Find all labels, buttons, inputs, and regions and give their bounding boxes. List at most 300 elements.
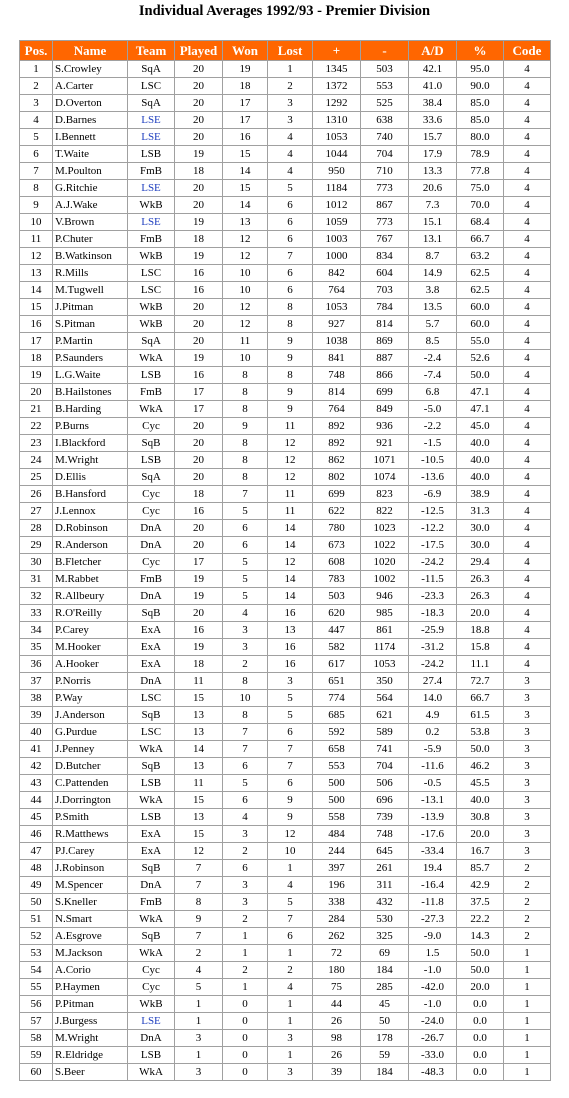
table-row (20, 78, 551, 95)
cell-plus: 72 (313, 945, 361, 962)
cell-plus: 75 (313, 979, 361, 996)
cell-percent: 50.0 (457, 945, 504, 962)
cell-ad: -5.9 (409, 741, 457, 758)
cell-plus: 98 (313, 1030, 361, 1047)
table-row (20, 180, 551, 197)
cell-minus: 936 (361, 418, 409, 435)
cell-minus: 1002 (361, 571, 409, 588)
cell-plus: 582 (313, 639, 361, 656)
table-row (20, 554, 551, 571)
table-row (20, 792, 551, 809)
cell-ad: 33.6 (409, 112, 457, 129)
cell-pos: 23 (20, 435, 53, 452)
cell-won: 8 (223, 435, 268, 452)
cell-minus: 45 (361, 996, 409, 1013)
cell-plus: 500 (313, 792, 361, 809)
cell-plus: 503 (313, 588, 361, 605)
cell-code: 4 (504, 486, 551, 503)
cell-percent: 40.0 (457, 792, 504, 809)
cell-pos: 1 (20, 61, 53, 78)
table-row (20, 231, 551, 248)
cell-percent: 90.0 (457, 78, 504, 95)
cell-name: J.Penney (53, 741, 128, 758)
table-row (20, 877, 551, 894)
cell-plus: 1012 (313, 197, 361, 214)
cell-lost: 9 (268, 809, 313, 826)
cell-team: WkA (128, 945, 175, 962)
cell-code: 4 (504, 520, 551, 537)
cell-team: Cyc (128, 554, 175, 571)
cell-won: 5 (223, 571, 268, 588)
cell-team: WkA (128, 911, 175, 928)
cell-won: 3 (223, 826, 268, 843)
cell-ad: -11.5 (409, 571, 457, 588)
column-header-percent: % (457, 41, 504, 61)
cell-ad: 20.6 (409, 180, 457, 197)
cell-name: N.Smart (53, 911, 128, 928)
cell-percent: 20.0 (457, 826, 504, 843)
cell-pos: 59 (20, 1047, 53, 1064)
cell-percent: 30.0 (457, 537, 504, 554)
cell-ad: -16.4 (409, 877, 457, 894)
cell-plus: 500 (313, 775, 361, 792)
cell-code: 1 (504, 996, 551, 1013)
cell-won: 1 (223, 928, 268, 945)
cell-minus: 849 (361, 401, 409, 418)
column-header-ad: A/D (409, 41, 457, 61)
cell-won: 10 (223, 350, 268, 367)
cell-name: M.Wright (53, 452, 128, 469)
cell-ad: -7.4 (409, 367, 457, 384)
cell-minus: 506 (361, 775, 409, 792)
cell-percent: 55.0 (457, 333, 504, 350)
cell-plus: 699 (313, 486, 361, 503)
cell-pos: 3 (20, 95, 53, 112)
cell-team: LSC (128, 282, 175, 299)
cell-plus: 39 (313, 1064, 361, 1081)
cell-minus: 50 (361, 1013, 409, 1030)
cell-team: LSB (128, 146, 175, 163)
cell-played: 9 (175, 911, 223, 928)
cell-name: P.Chuter (53, 231, 128, 248)
cell-code: 3 (504, 741, 551, 758)
cell-team: ExA (128, 656, 175, 673)
cell-played: 13 (175, 724, 223, 741)
cell-ad: 13.1 (409, 231, 457, 248)
cell-percent: 50.0 (457, 962, 504, 979)
cell-name: L.G.Waite (53, 367, 128, 384)
cell-code: 4 (504, 418, 551, 435)
cell-pos: 51 (20, 911, 53, 928)
cell-pos: 18 (20, 350, 53, 367)
table-row (20, 418, 551, 435)
cell-code: 1 (504, 1030, 551, 1047)
cell-name: J.Anderson (53, 707, 128, 724)
cell-minus: 921 (361, 435, 409, 452)
cell-won: 8 (223, 384, 268, 401)
table-row (20, 1013, 551, 1030)
cell-lost: 1 (268, 945, 313, 962)
cell-lost: 11 (268, 418, 313, 435)
column-header-name: Name (53, 41, 128, 61)
cell-name: P.Norris (53, 673, 128, 690)
cell-played: 16 (175, 282, 223, 299)
cell-team: WkB (128, 316, 175, 333)
cell-won: 0 (223, 1013, 268, 1030)
cell-percent: 26.3 (457, 571, 504, 588)
cell-ad: -2.2 (409, 418, 457, 435)
cell-played: 20 (175, 61, 223, 78)
cell-team: LSE (128, 214, 175, 231)
cell-pos: 56 (20, 996, 53, 1013)
cell-ad: 0.2 (409, 724, 457, 741)
cell-pos: 6 (20, 146, 53, 163)
cell-code: 4 (504, 197, 551, 214)
cell-lost: 5 (268, 690, 313, 707)
table-row (20, 962, 551, 979)
cell-played: 5 (175, 979, 223, 996)
cell-played: 20 (175, 333, 223, 350)
cell-code: 3 (504, 707, 551, 724)
cell-pos: 52 (20, 928, 53, 945)
cell-lost: 4 (268, 979, 313, 996)
cell-percent: 50.0 (457, 741, 504, 758)
cell-ad: -27.3 (409, 911, 457, 928)
cell-team: LSB (128, 452, 175, 469)
cell-plus: 748 (313, 367, 361, 384)
cell-team: LSB (128, 775, 175, 792)
cell-percent: 14.3 (457, 928, 504, 945)
cell-won: 3 (223, 894, 268, 911)
cell-ad: 38.4 (409, 95, 457, 112)
cell-lost: 1 (268, 1047, 313, 1064)
cell-played: 20 (175, 95, 223, 112)
cell-percent: 52.6 (457, 350, 504, 367)
cell-team: Cyc (128, 418, 175, 435)
cell-lost: 6 (268, 197, 313, 214)
cell-plus: 780 (313, 520, 361, 537)
cell-pos: 40 (20, 724, 53, 741)
cell-lost: 9 (268, 792, 313, 809)
cell-ad: -31.2 (409, 639, 457, 656)
cell-code: 2 (504, 860, 551, 877)
cell-minus: 604 (361, 265, 409, 282)
cell-code: 1 (504, 945, 551, 962)
cell-minus: 285 (361, 979, 409, 996)
table-body (20, 61, 551, 1081)
cell-code: 4 (504, 571, 551, 588)
cell-lost: 6 (268, 775, 313, 792)
cell-won: 6 (223, 860, 268, 877)
cell-name: G.Purdue (53, 724, 128, 741)
cell-ad: -33.0 (409, 1047, 457, 1064)
cell-played: 20 (175, 435, 223, 452)
cell-pos: 57 (20, 1013, 53, 1030)
cell-plus: 484 (313, 826, 361, 843)
cell-plus: 1000 (313, 248, 361, 265)
cell-pos: 12 (20, 248, 53, 265)
cell-lost: 11 (268, 503, 313, 520)
cell-ad: 17.9 (409, 146, 457, 163)
cell-won: 10 (223, 282, 268, 299)
cell-lost: 8 (268, 316, 313, 333)
cell-code: 4 (504, 452, 551, 469)
cell-won: 15 (223, 146, 268, 163)
cell-pos: 25 (20, 469, 53, 486)
cell-minus: 748 (361, 826, 409, 843)
table-row (20, 248, 551, 265)
cell-ad: -17.5 (409, 537, 457, 554)
table-row (20, 282, 551, 299)
cell-won: 4 (223, 605, 268, 622)
page-title: Individual Averages 1992/93 - Premier Division (138, 3, 431, 19)
cell-pos: 43 (20, 775, 53, 792)
cell-percent: 80.0 (457, 129, 504, 146)
cell-percent: 29.4 (457, 554, 504, 571)
cell-name: C.Pattenden (53, 775, 128, 792)
cell-won: 8 (223, 452, 268, 469)
cell-code: 3 (504, 673, 551, 690)
cell-won: 4 (223, 809, 268, 826)
cell-team: WkB (128, 299, 175, 316)
cell-percent: 40.0 (457, 452, 504, 469)
cell-percent: 63.2 (457, 248, 504, 265)
cell-plus: 447 (313, 622, 361, 639)
table-row (20, 214, 551, 231)
cell-won: 8 (223, 367, 268, 384)
cell-name: D.Overton (53, 95, 128, 112)
cell-played: 19 (175, 248, 223, 265)
cell-played: 20 (175, 520, 223, 537)
cell-pos: 17 (20, 333, 53, 350)
cell-name: A.Carter (53, 78, 128, 95)
cell-ad: 5.7 (409, 316, 457, 333)
cell-name: A.J.Wake (53, 197, 128, 214)
cell-code: 1 (504, 962, 551, 979)
cell-code: 1 (504, 1013, 551, 1030)
cell-played: 19 (175, 146, 223, 163)
cell-minus: 184 (361, 1064, 409, 1081)
cell-code: 3 (504, 758, 551, 775)
cell-lost: 8 (268, 299, 313, 316)
table-row (20, 639, 551, 656)
cell-plus: 651 (313, 673, 361, 690)
cell-ad: 19.4 (409, 860, 457, 877)
cell-played: 17 (175, 401, 223, 418)
cell-name: I.Blackford (53, 435, 128, 452)
cell-plus: 1053 (313, 299, 361, 316)
cell-won: 5 (223, 554, 268, 571)
cell-minus: 589 (361, 724, 409, 741)
cell-plus: 338 (313, 894, 361, 911)
cell-ad: 13.5 (409, 299, 457, 316)
cell-team: SqB (128, 435, 175, 452)
cell-won: 16 (223, 129, 268, 146)
cell-ad: -18.3 (409, 605, 457, 622)
cell-pos: 13 (20, 265, 53, 282)
table-row (20, 197, 551, 214)
cell-minus: 869 (361, 333, 409, 350)
cell-name: PJ.Carey (53, 843, 128, 860)
cell-lost: 1 (268, 996, 313, 1013)
cell-lost: 1 (268, 1013, 313, 1030)
cell-name: R.O'Reilly (53, 605, 128, 622)
column-header-code: Code (504, 41, 551, 61)
cell-team: DnA (128, 673, 175, 690)
cell-minus: 645 (361, 843, 409, 860)
cell-won: 2 (223, 656, 268, 673)
cell-won: 11 (223, 333, 268, 350)
cell-name: S.Crowley (53, 61, 128, 78)
cell-percent: 53.8 (457, 724, 504, 741)
cell-lost: 3 (268, 1064, 313, 1081)
table-row (20, 503, 551, 520)
cell-team: LSE (128, 1013, 175, 1030)
cell-pos: 48 (20, 860, 53, 877)
cell-pos: 32 (20, 588, 53, 605)
cell-lost: 6 (268, 724, 313, 741)
cell-team: ExA (128, 843, 175, 860)
table-row (20, 316, 551, 333)
cell-pos: 11 (20, 231, 53, 248)
cell-team: SqB (128, 758, 175, 775)
cell-team: LSE (128, 129, 175, 146)
cell-played: 15 (175, 690, 223, 707)
cell-plus: 892 (313, 435, 361, 452)
cell-played: 11 (175, 775, 223, 792)
cell-pos: 29 (20, 537, 53, 554)
cell-pos: 2 (20, 78, 53, 95)
cell-pos: 7 (20, 163, 53, 180)
cell-won: 3 (223, 639, 268, 656)
cell-team: WkB (128, 996, 175, 1013)
cell-team: LSE (128, 112, 175, 129)
cell-pos: 21 (20, 401, 53, 418)
cell-team: LSB (128, 367, 175, 384)
cell-plus: 764 (313, 282, 361, 299)
cell-minus: 861 (361, 622, 409, 639)
cell-lost: 6 (268, 265, 313, 282)
column-header-minus: - (361, 41, 409, 61)
cell-pos: 36 (20, 656, 53, 673)
cell-pos: 30 (20, 554, 53, 571)
cell-plus: 1003 (313, 231, 361, 248)
table-row (20, 435, 551, 452)
cell-minus: 178 (361, 1030, 409, 1047)
cell-team: FmB (128, 571, 175, 588)
cell-played: 20 (175, 537, 223, 554)
cell-team: LSB (128, 809, 175, 826)
cell-lost: 1 (268, 61, 313, 78)
cell-lost: 12 (268, 826, 313, 843)
cell-percent: 70.0 (457, 197, 504, 214)
cell-won: 0 (223, 1047, 268, 1064)
cell-lost: 9 (268, 333, 313, 350)
column-header-team: Team (128, 41, 175, 61)
cell-name: D.Barnes (53, 112, 128, 129)
cell-won: 1 (223, 979, 268, 996)
cell-percent: 66.7 (457, 231, 504, 248)
cell-plus: 802 (313, 469, 361, 486)
cell-ad: 1.5 (409, 945, 457, 962)
cell-played: 8 (175, 894, 223, 911)
cell-plus: 774 (313, 690, 361, 707)
cell-pos: 28 (20, 520, 53, 537)
cell-plus: 196 (313, 877, 361, 894)
cell-minus: 1174 (361, 639, 409, 656)
cell-lost: 9 (268, 384, 313, 401)
cell-pos: 46 (20, 826, 53, 843)
cell-minus: 1022 (361, 537, 409, 554)
cell-percent: 47.1 (457, 401, 504, 418)
cell-minus: 69 (361, 945, 409, 962)
cell-ad: 8.7 (409, 248, 457, 265)
cell-played: 15 (175, 826, 223, 843)
cell-won: 14 (223, 197, 268, 214)
cell-won: 5 (223, 775, 268, 792)
table-row (20, 775, 551, 792)
cell-percent: 11.1 (457, 656, 504, 673)
cell-minus: 704 (361, 146, 409, 163)
cell-percent: 78.9 (457, 146, 504, 163)
table-row (20, 809, 551, 826)
cell-won: 6 (223, 537, 268, 554)
cell-ad: -1.5 (409, 435, 457, 452)
cell-won: 8 (223, 401, 268, 418)
cell-minus: 325 (361, 928, 409, 945)
cell-plus: 1044 (313, 146, 361, 163)
cell-pos: 26 (20, 486, 53, 503)
table-row (20, 333, 551, 350)
cell-code: 2 (504, 928, 551, 945)
cell-minus: 703 (361, 282, 409, 299)
cell-team: FmB (128, 384, 175, 401)
table-row (20, 452, 551, 469)
cell-team: WkB (128, 248, 175, 265)
cell-ad: 13.3 (409, 163, 457, 180)
table-row (20, 894, 551, 911)
cell-plus: 842 (313, 265, 361, 282)
table-row (20, 605, 551, 622)
cell-lost: 5 (268, 894, 313, 911)
cell-pos: 37 (20, 673, 53, 690)
cell-team: Cyc (128, 486, 175, 503)
cell-ad: -12.5 (409, 503, 457, 520)
cell-won: 17 (223, 95, 268, 112)
cell-code: 4 (504, 78, 551, 95)
cell-plus: 814 (313, 384, 361, 401)
cell-percent: 50.0 (457, 367, 504, 384)
cell-won: 10 (223, 265, 268, 282)
cell-pos: 54 (20, 962, 53, 979)
cell-percent: 38.9 (457, 486, 504, 503)
cell-name: J.Robinson (53, 860, 128, 877)
cell-team: WkA (128, 350, 175, 367)
table-row (20, 571, 551, 588)
cell-lost: 14 (268, 520, 313, 537)
cell-ad: -24.0 (409, 1013, 457, 1030)
cell-team: Cyc (128, 979, 175, 996)
cell-percent: 47.1 (457, 384, 504, 401)
cell-team: LSB (128, 1047, 175, 1064)
cell-minus: 311 (361, 877, 409, 894)
cell-won: 6 (223, 520, 268, 537)
cell-ad: 14.9 (409, 265, 457, 282)
cell-percent: 45.0 (457, 418, 504, 435)
cell-plus: 1059 (313, 214, 361, 231)
cell-team: SqA (128, 61, 175, 78)
cell-code: 4 (504, 367, 551, 384)
